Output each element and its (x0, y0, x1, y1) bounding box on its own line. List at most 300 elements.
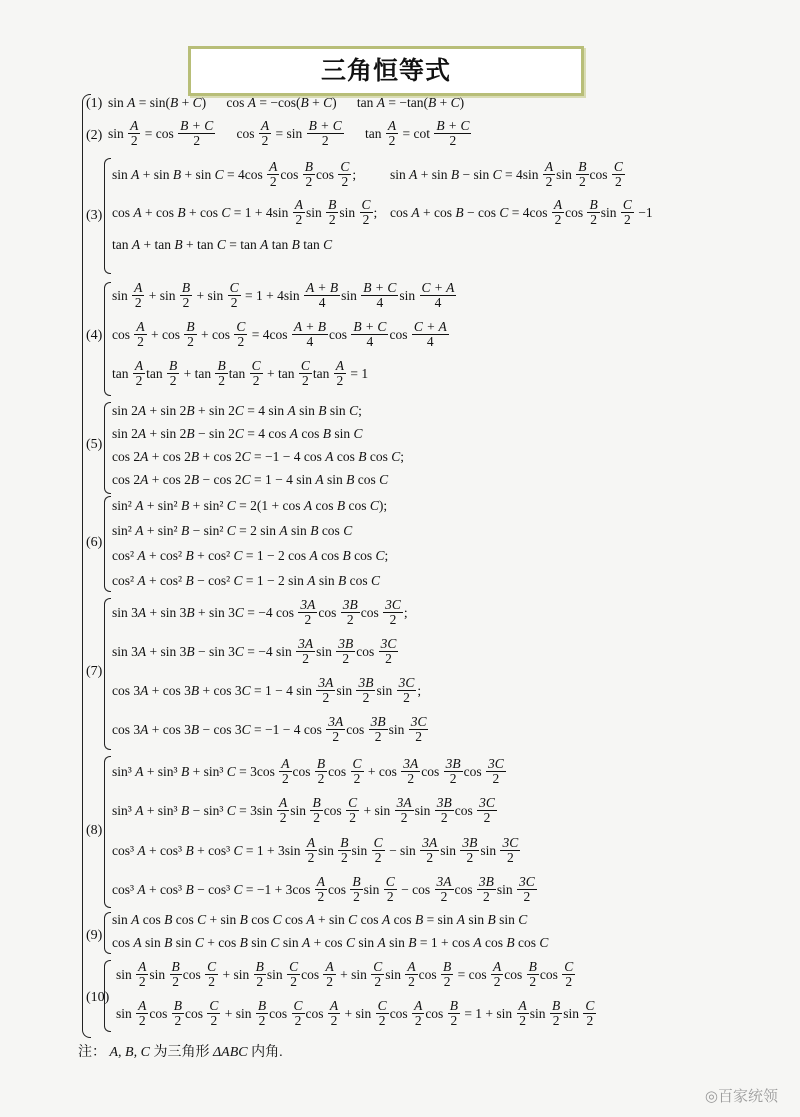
fraction (172, 999, 184, 1028)
denominator: 2 (321, 133, 329, 149)
variable: A (140, 472, 149, 487)
numerator: 3A (436, 874, 452, 889)
numerator: A + B (293, 319, 326, 334)
formula-text: ; (384, 548, 389, 563)
brace-group-7 (104, 598, 111, 750)
variable: B (300, 95, 309, 110)
variable: C (226, 763, 236, 779)
denominator: 4 (376, 295, 384, 311)
formula-text: sin³ (112, 763, 136, 779)
formula-text: cos (481, 935, 507, 950)
denominator: 2 (493, 974, 501, 990)
formula-text: sin (141, 935, 165, 950)
formula-text: = 4cos (508, 204, 551, 220)
variable: C (349, 403, 359, 418)
formula-text: cos (269, 1005, 291, 1021)
formula-text: sin (390, 166, 410, 182)
formula-text: cos (323, 802, 346, 818)
fraction (215, 359, 227, 388)
note-mid: 为三角形 (153, 1045, 213, 1060)
formula-text: cos³ (112, 881, 138, 897)
numerator: 3B (462, 835, 478, 850)
fraction (420, 836, 439, 865)
formula-text: cos (182, 966, 205, 982)
formula-text: sin (385, 935, 409, 950)
numerator: B + C (353, 319, 387, 334)
formula-text: + sin 3 (146, 643, 187, 659)
numerator: 3C (410, 714, 427, 729)
formula-text: + cos (197, 326, 234, 342)
formula-text: cos 2 (112, 449, 141, 464)
formula-text: = 4sin (501, 166, 542, 182)
variable: B (186, 426, 195, 441)
formula-text: sin (339, 204, 359, 220)
fraction (395, 796, 414, 825)
numerator: C (613, 159, 623, 174)
formula-8c (112, 836, 521, 865)
formula-text: cos (463, 763, 486, 779)
denominator: 2 (483, 810, 491, 826)
denominator: 2 (586, 1013, 594, 1029)
formula-text: cos (504, 966, 526, 982)
variable: B (336, 498, 346, 513)
brace-group-5 (104, 402, 111, 494)
formula-text: + sin (314, 912, 349, 927)
fraction (477, 875, 496, 904)
formula-text: − cos² (193, 573, 234, 588)
numerator: B (255, 959, 264, 974)
formula-text: tan (312, 365, 333, 381)
numerator: B (186, 319, 195, 334)
variable: C (323, 237, 333, 252)
numerator: B (589, 197, 598, 212)
numerator: B (169, 358, 178, 373)
formula-text: − cos 3 (199, 721, 242, 737)
fraction (136, 960, 148, 989)
denominator: 2 (330, 1013, 338, 1029)
formula-text: + cos (141, 204, 178, 220)
formula-text: sin (563, 1005, 583, 1021)
fraction (267, 160, 279, 189)
numerator: 3C (479, 795, 495, 810)
formula-text: + cos 3 (148, 721, 191, 737)
formula-4b (112, 320, 450, 349)
formula-7a (112, 598, 408, 627)
brace-group-9 (104, 912, 111, 954)
numerator: 3C (385, 597, 401, 612)
formula-text: sin (399, 287, 419, 303)
variable: A (135, 802, 144, 818)
formula-text: sin (385, 966, 405, 982)
denominator: 2 (295, 212, 303, 228)
denominator: 2 (307, 850, 315, 866)
variable: B (239, 912, 248, 927)
numerator: C (229, 280, 239, 295)
numerator: B (304, 159, 314, 174)
fraction (435, 875, 454, 904)
formula-text: cos (539, 966, 562, 982)
group-label-6: (6) (86, 535, 103, 550)
formula-text: cos (216, 125, 258, 141)
formula-text: sin (464, 912, 488, 927)
variable: B (186, 643, 195, 659)
formula-5c (112, 449, 404, 465)
group-label-5: (5) (86, 437, 103, 452)
fraction (612, 160, 625, 189)
formula-text: + cos 2 (148, 472, 191, 487)
formula-text: sin (290, 802, 310, 818)
formula-4a (112, 281, 457, 310)
variable: C (241, 721, 251, 737)
variable: A (137, 426, 147, 441)
variable: A (140, 721, 149, 737)
variable: C (216, 237, 226, 252)
numerator: 3A (318, 675, 334, 690)
variable: C (272, 912, 282, 927)
formula-text: sin (315, 573, 339, 588)
formula-text: + sin² (143, 498, 181, 513)
fraction (305, 836, 317, 865)
variable: A (377, 935, 386, 950)
fraction (372, 836, 385, 865)
variable: C (391, 449, 401, 464)
numerator: B (449, 998, 458, 1013)
denominator: 2 (362, 212, 370, 228)
formula-text: cos (112, 204, 134, 220)
formula-text: cos (298, 426, 323, 441)
variable: A (409, 166, 418, 182)
numerator: B (528, 959, 537, 974)
formula-text: − sin 2 (194, 426, 235, 441)
numerator: A (294, 197, 303, 212)
note-vars: A, B, C (109, 1045, 150, 1060)
formula-text: + sin 2 (194, 403, 235, 418)
formula-text: = tan (225, 237, 261, 252)
fraction (562, 960, 575, 989)
group-label-4: (4) (86, 328, 103, 343)
fraction (136, 999, 148, 1028)
formula-text: + tan (182, 237, 217, 252)
formula-text: sin (316, 643, 336, 659)
variable: B (186, 604, 195, 620)
denominator: 2 (305, 174, 313, 190)
group-label-1: (1) (86, 96, 103, 111)
formula-text: sin (529, 1005, 549, 1021)
formula-text: cos (292, 763, 314, 779)
formula-text: = 2 sin (235, 523, 280, 538)
fraction (405, 960, 417, 989)
denominator: 4 (426, 334, 434, 350)
numerator: 3B (338, 636, 354, 651)
variable: B (506, 935, 515, 950)
formula-text: sin (480, 842, 500, 858)
numerator: C (385, 874, 395, 889)
formula-text: tan (299, 237, 324, 252)
variable: C (343, 523, 353, 538)
variable: B (185, 573, 194, 588)
numerator: C + A (421, 280, 455, 295)
variable: B (455, 204, 464, 220)
fraction (477, 796, 497, 825)
brace-group-10 (104, 960, 111, 1032)
numerator: A (134, 358, 144, 373)
numerator: C (340, 159, 350, 174)
variable: B (180, 763, 190, 779)
numerator: 3C (519, 874, 535, 889)
denominator: 2 (545, 174, 553, 190)
numerator: B (181, 280, 191, 295)
formula-text: + cos 3 (199, 682, 242, 698)
formula-text: = −1 + 3cos (242, 881, 314, 897)
page-title: 三角恒等式 (320, 56, 451, 85)
fraction (587, 198, 599, 227)
fraction (316, 676, 335, 705)
variable: A (411, 204, 420, 220)
formula-text: cos (333, 449, 359, 464)
group-label-8: (8) (86, 823, 103, 838)
formula-text: cos 3 (112, 682, 141, 698)
variable: B (190, 721, 200, 737)
formula-text: = −4 cos (243, 604, 298, 620)
formula-text: + sin 2 (146, 426, 187, 441)
formula-text: = 1 + 4sin (230, 204, 292, 220)
denominator: 2 (341, 174, 349, 190)
variable: A (473, 935, 482, 950)
variable: C (226, 802, 236, 818)
formula-text: cos (589, 166, 611, 182)
footnote (78, 1041, 283, 1061)
formula-text: ; (373, 204, 378, 220)
formula-text: = −1 − 4 cos (250, 449, 326, 464)
variable: C (226, 523, 236, 538)
formula-text: + cos (364, 763, 401, 779)
fraction (444, 757, 463, 786)
denominator: 2 (378, 1013, 386, 1029)
numerator: A (316, 874, 325, 889)
formula-text: cos (346, 721, 368, 737)
formula-9b (112, 935, 548, 951)
variable: B (185, 881, 194, 897)
fraction (409, 715, 429, 744)
formula-text: cos (425, 1005, 447, 1021)
fraction (254, 960, 266, 989)
formula-text: + sin (336, 966, 371, 982)
formula-text: cos (305, 1005, 327, 1021)
formula-text: cos (139, 912, 165, 927)
formula-text: cos (354, 472, 380, 487)
formula-text: sin 3 (112, 643, 138, 659)
numerator: C + A (413, 319, 447, 334)
numerator: B (257, 998, 267, 1013)
denominator: 2 (408, 974, 415, 990)
variable: C (499, 204, 509, 220)
variable: B (186, 403, 195, 418)
numerator: B (171, 959, 180, 974)
formula-text: − sin³ (189, 802, 227, 818)
formula-text: + tan (140, 237, 175, 252)
formula-text: = 1 − 2 sin (242, 573, 308, 588)
formula-text: cos (328, 326, 351, 342)
variable: A (303, 498, 313, 513)
variable: C (518, 912, 528, 927)
variable: B (358, 449, 367, 464)
formula-text: + cos² (193, 548, 234, 563)
numerator: C (209, 998, 219, 1013)
fraction (287, 960, 300, 989)
numerator: A (281, 756, 290, 771)
variable: B (338, 573, 347, 588)
formula-text: cos (280, 166, 302, 182)
fraction (277, 796, 289, 825)
formula-text: + sin³ (189, 763, 227, 779)
numerator: 3B (478, 874, 494, 889)
numerator: 3B (445, 756, 461, 771)
numerator: B + C (436, 118, 470, 133)
variable: A (137, 573, 146, 588)
formula-text: = −4 sin (243, 643, 296, 659)
fraction (360, 198, 373, 227)
denominator: 2 (415, 729, 422, 745)
variable: A (133, 935, 142, 950)
denominator: 2 (554, 212, 562, 228)
formula-text: cos (421, 763, 443, 779)
fraction (293, 198, 305, 227)
formula-8d (112, 875, 538, 904)
formula-7b (112, 637, 399, 666)
formula-9a (112, 912, 527, 928)
variable: B (487, 912, 496, 927)
numerator: B (551, 998, 561, 1013)
formula-text: sin (600, 204, 620, 220)
formula-3e (112, 237, 332, 253)
variable: C (233, 548, 243, 563)
numerator: A (260, 118, 270, 133)
formula-text: + tan (263, 365, 298, 381)
formula-text: = 3cos (235, 763, 279, 779)
denominator: 2 (332, 729, 340, 745)
variable: B (174, 237, 183, 252)
formula-text: − cos 2 (199, 472, 242, 487)
formula-text: sin 3 (112, 604, 138, 620)
denominator: 2 (506, 850, 514, 866)
denominator: 2 (426, 850, 434, 866)
formula-text: sin 2 (112, 426, 138, 441)
fraction (292, 999, 305, 1028)
formula-text: tan (344, 125, 385, 141)
formula-text: cos (565, 204, 587, 220)
formula-text: cos (112, 326, 134, 342)
fraction (583, 999, 596, 1028)
fraction (376, 999, 389, 1028)
formula-text: + cos² (145, 573, 186, 588)
fraction (296, 637, 315, 666)
formula-text: cos (514, 935, 540, 950)
fraction (383, 598, 403, 627)
numerator: A (134, 280, 143, 295)
numerator: A (553, 197, 563, 212)
numerator: B + C (363, 280, 397, 295)
fraction (205, 960, 218, 989)
formula-text: + sin 2 (146, 403, 187, 418)
fraction (543, 160, 555, 189)
formula-text: sin (440, 842, 460, 858)
variable: A (306, 912, 315, 927)
fraction (371, 960, 384, 989)
denominator: 2 (258, 1013, 266, 1029)
denominator: 4 (434, 295, 442, 311)
numerator: 3C (502, 835, 519, 850)
variable: A (307, 573, 316, 588)
numerator: 3A (328, 714, 344, 729)
formula-text: + cos (419, 204, 456, 220)
formula-5b (112, 426, 363, 442)
denominator: 2 (450, 1013, 458, 1029)
denominator: 2 (362, 690, 370, 706)
variable: C (345, 935, 355, 950)
formula-text: cos (345, 498, 370, 513)
numerator: A (269, 159, 278, 174)
variable: A (137, 403, 147, 418)
formula-text: − sin 3 (194, 643, 235, 659)
denominator: 2 (385, 651, 392, 667)
denominator: 2 (282, 771, 289, 787)
formula-text: + cos (185, 204, 222, 220)
formula-text: ; (403, 604, 408, 620)
formula-text: sin (295, 403, 319, 418)
fraction (486, 757, 506, 786)
denominator: 2 (172, 974, 180, 990)
formula-text: = 1 (347, 365, 369, 381)
numerator: A (138, 998, 147, 1013)
variable: C (221, 204, 231, 220)
variable: A (137, 604, 147, 620)
formula-text: −1 (634, 204, 653, 220)
formula-text: cos² (112, 573, 138, 588)
fraction (434, 119, 471, 148)
variable: C (234, 426, 244, 441)
denominator: 4 (306, 334, 314, 350)
denominator: 2 (218, 373, 225, 389)
formula-text: cos (281, 912, 307, 927)
group-label-7: (7) (86, 664, 103, 679)
denominator: 2 (579, 174, 586, 190)
variable: C (375, 548, 385, 563)
numerator: C (251, 358, 261, 373)
formula-text: cos (418, 966, 440, 982)
fraction (369, 715, 388, 744)
variable: B (185, 548, 194, 563)
variable: A (381, 912, 391, 927)
numerator: 3A (300, 597, 316, 612)
variable: C (197, 912, 207, 927)
variable: A (135, 523, 144, 538)
formula-text: = 4cos (248, 326, 291, 342)
fraction (167, 359, 179, 388)
numerator: C (622, 197, 632, 212)
variable: B (172, 166, 182, 182)
formula-text: ; (417, 682, 422, 698)
denominator: 2 (135, 373, 143, 389)
denominator: 2 (519, 1013, 527, 1029)
variable: B (185, 842, 194, 858)
denominator: 2 (317, 889, 325, 905)
denominator: 2 (349, 810, 356, 826)
denominator: 2 (261, 133, 269, 149)
formula-text: + sin (360, 802, 394, 818)
fraction (350, 875, 362, 904)
fraction (228, 281, 241, 310)
denominator: 2 (466, 850, 474, 866)
